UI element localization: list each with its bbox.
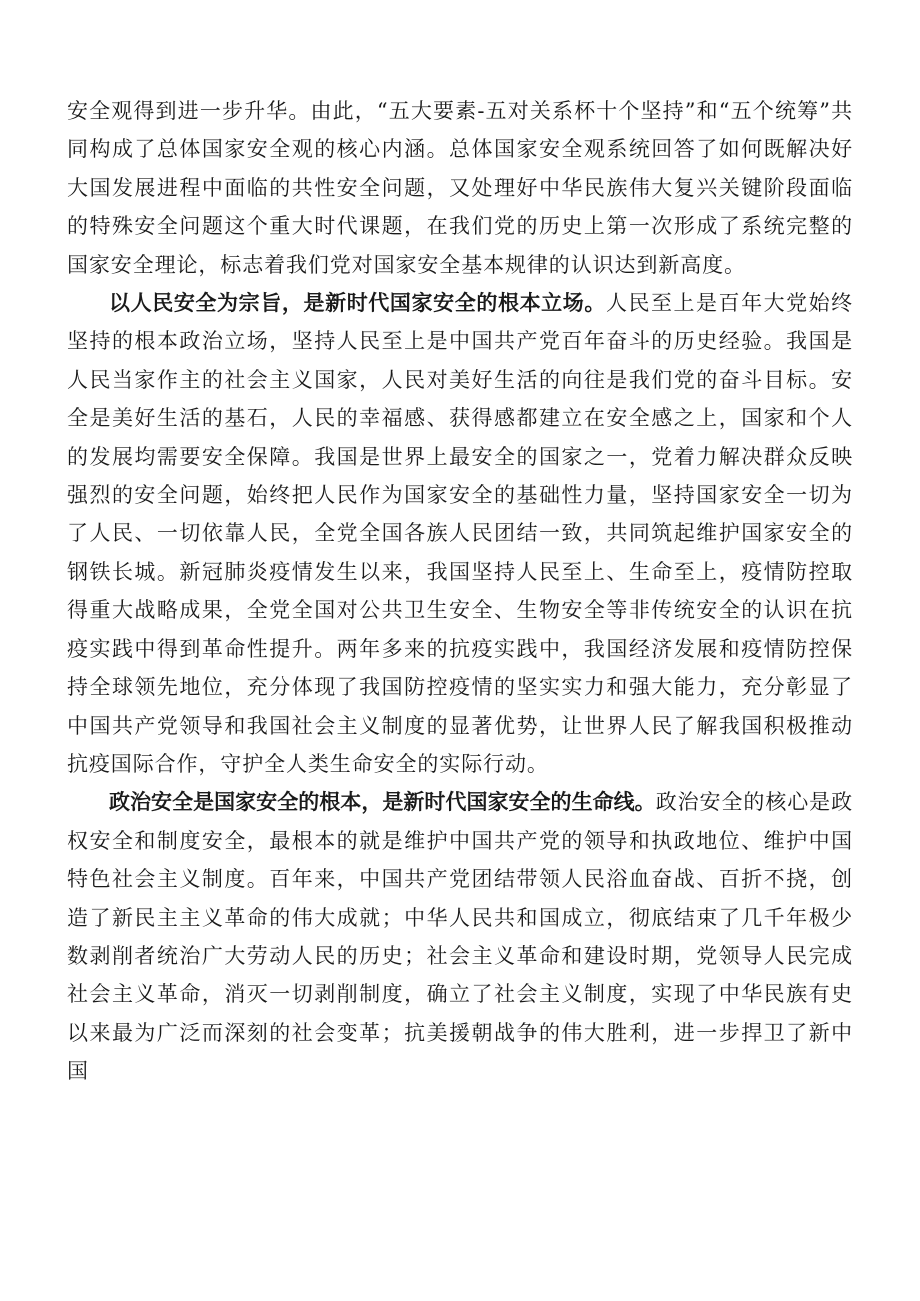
paragraph-2-lead: 以人民安全为宗旨，是新时代国家安全的根本立场。 — [109, 291, 607, 316]
paragraph-3-text: 政治安全的核心是政权安全和制度安全，最根本的就是维护中国共产党的领导和执政地位、维护中国特色社会主义制度。百年来，中国共产党团结带领人民浴血奋战、百折不挠，创造了新民主主义革命的伟大成就；中华人民共和国成立，彻底结束了几千年极少数剥削者统治广大劳动人民的历史；社会主义革命和建设时期，党领导人民完成社会主义革命，消灭一切剥削制度，确立了社会主义制度，实现了中华民族有史以来最为广泛而深刻的社会变革；抗美援朝战争的伟大胜利，进一步捍卫了新中国 — [67, 790, 853, 1084]
paragraph-2-text: 人民至上是百年大党始终坚持的根本政治立场，坚持人民至上是中国共产党百年奋斗的历史经验。我国是人民当家作主的社会主义国家，人民对美好生活的向往是我们党的奋斗目标。安全是美好生活的基石，人民的幸福感、获得感都建立在安全感之上，国家和个人的发展均需要安全保障。我国是世界上最安全的国家之一，党着力解决群众反映强烈的安全问题，始终把人民作为国家安全的基础性力量，坚持国家安全一切为了人民、一切依靠人民，全党全国各族人民团结一致，共同筑起维护国家安全的钢铁长城。新冠肺炎疫情发生以来，我国坚持人民至上、生命至上，疫情防控取得重大战略成果，全党全国对公共卫生安全、生物安全等非传统安全的认识在抗疫实践中得到革命性提升。两年多来的抗疫实践中，我国经济发展和疫情防控保持全球领先地位，充分体现了我国防控疫情的坚实实力和强大能力，充分彰显了中国共产党领导和我国社会主义制度的显著优势，让世界人民了解我国积极推动抗疫国际合作，守护全人类生命安全的实际行动。 — [67, 291, 854, 776]
paragraph-3-lead: 政治安全是国家安全的根本，是新时代国家安全的生命线。 — [109, 790, 656, 815]
paragraph-1 — [67, 92, 853, 284]
paragraph-2 — [67, 284, 853, 783]
paragraph-1-text: 安全观得到进一步升华。由此，“五大要素-五对关系杯十个坚持”和“五个统筹”共同构成了总体国家安全观的核心内涵。总体国家安全观系统回答了如何既解决好大国发展进程中面临的共性安全问题，又处理好中华民族伟大复兴关键阶段面临的特殊安全问题这个重大时代课题，在我们党的历史上第一次形成了系统完整的国家安全理论，标志着我们党对国家安全基本规律的认识达到新高度。 — [67, 99, 853, 277]
document-body — [67, 92, 853, 1091]
paragraph-3 — [67, 783, 853, 1090]
